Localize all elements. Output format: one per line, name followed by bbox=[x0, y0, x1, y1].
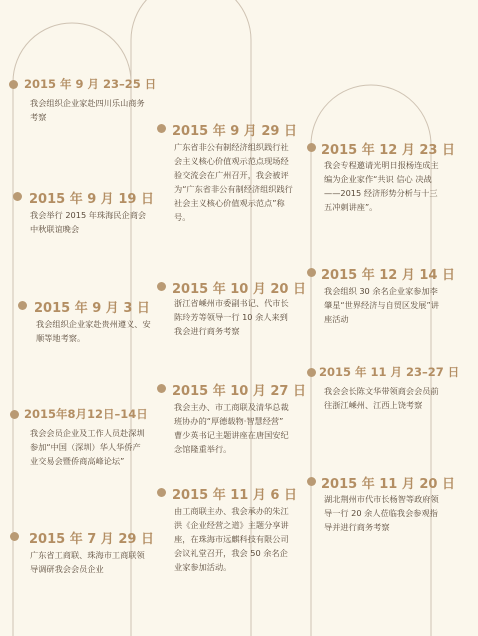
entry-date: 2015 年 11 月 6 日 bbox=[172, 488, 297, 503]
entry-text: 我会会长陈文华带领商会会员前往浙江嵊州、江西上饶考察 bbox=[324, 386, 439, 410]
timeline-dot bbox=[18, 301, 27, 310]
timeline-dot bbox=[157, 488, 166, 497]
entry-date: 2015 年 9 月 23–25 日 bbox=[24, 77, 157, 91]
timeline-dot bbox=[307, 477, 316, 486]
entry-text: 广东省非公有制经济组织践行社会主义核心价值观示范点现场经验交流会在广州召开，我会被评为“广东省非公有制经济组织践行社会主义核心价值观示范点”称号。 bbox=[174, 142, 293, 222]
entry-text: 我会会员企业及工作人员赴深圳参加“中国（深圳）华人华侨产业交易会暨侨商高峰论坛” bbox=[30, 428, 145, 466]
timeline-dot bbox=[13, 192, 22, 201]
entry-text: 我会举行 2015 年珠海民企商会中秋联谊晚会 bbox=[30, 210, 147, 234]
timeline-dot bbox=[157, 124, 166, 133]
entry-text: 广东省工商联、珠海市工商联领导调研我会会员企业 bbox=[30, 550, 145, 574]
entry-text: 由工商联主办、我会承办的朱江洪《企业经营之道》主题分享讲座，在珠海市远麒科技有限公司会议礼堂召开，我会 50 余名企业家参加活动。 bbox=[174, 506, 289, 572]
timeline-dot bbox=[307, 143, 316, 152]
timeline-dot bbox=[157, 384, 166, 393]
timeline-dot bbox=[9, 80, 18, 89]
entry-date: 2015 年 10 月 27 日 bbox=[172, 384, 306, 399]
entry-date: 2015 年 11 月 23–27 日 bbox=[319, 365, 460, 379]
entry-date: 2015 年 7 月 29 日 bbox=[29, 532, 154, 547]
entry-date: 2015 年 9 月 29 日 bbox=[172, 124, 297, 139]
entry-date: 2015 年 11 月 20 日 bbox=[321, 477, 455, 492]
entry-date: 2015 年 10 月 20 日 bbox=[172, 282, 306, 297]
entry-text: 浙江省嵊州市委副书记、代市长陈玲芳等领导一行 10 余人来到我会进行商务考察 bbox=[174, 298, 289, 336]
entry-date: 2015 年 9 月 3 日 bbox=[34, 301, 150, 316]
timeline-dot bbox=[307, 368, 316, 377]
timeline-dot bbox=[10, 532, 19, 541]
entry-text: 我会专程邀请光明日报杨连成主编为企业家作“共识 信心 决战——2015 经济形势分析与十三五冲刺讲座”。 bbox=[324, 160, 439, 212]
timeline-dot bbox=[10, 410, 19, 419]
entry-text: 我会主办、市工商联及清华总裁班协办的“厚德载物·智慧经营” 曹少英书记主题讲座在唐国安纪念馆隆重举行。 bbox=[174, 402, 289, 454]
entry-text: 我会组织企业家赴贵州遵义、安顺等地考察。 bbox=[36, 319, 151, 343]
entry-date: 2015年8月12日–14日 bbox=[24, 407, 148, 421]
entry-text: 湖北荆州市代市长杨智等政府领导一行 20 余人莅临我会参观指导并进行商务考察 bbox=[324, 494, 439, 532]
timeline-dot bbox=[307, 268, 316, 277]
timeline-dot bbox=[157, 282, 166, 291]
entry-date: 2015 年 9 月 19 日 bbox=[29, 192, 154, 207]
entry-text: 我会组织企业家赴四川乐山商务考察 bbox=[30, 98, 145, 122]
entry-date: 2015 年 12 月 14 日 bbox=[321, 268, 455, 283]
entry-date: 2015 年 12 月 23 日 bbox=[321, 143, 455, 158]
entry-text: 我会组织 30 余名企业家参加李肇星“世界经济与自贸区发展”讲座活动 bbox=[324, 286, 439, 324]
